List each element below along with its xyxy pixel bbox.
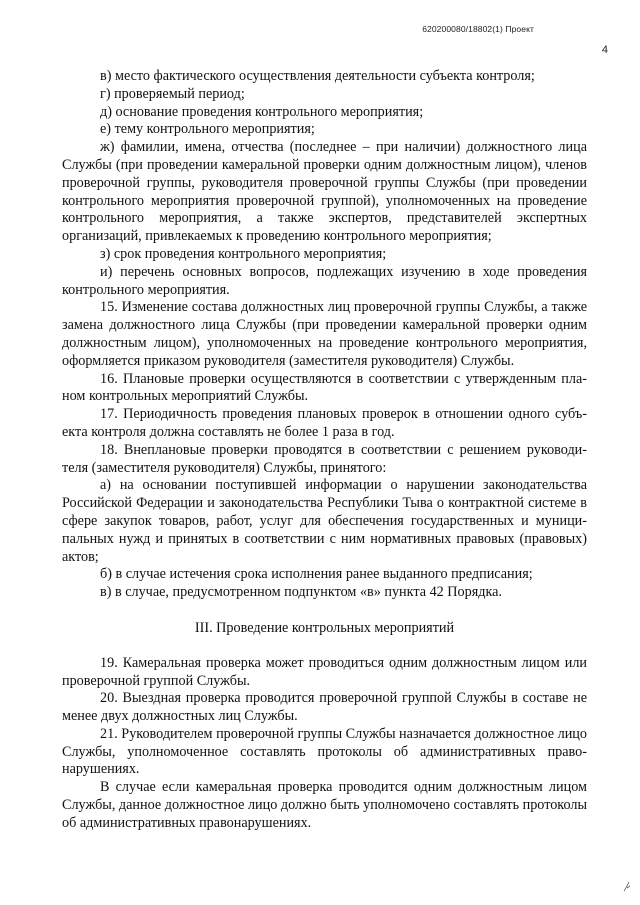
page-number: 4	[601, 44, 608, 56]
paragraph-17: 17. Периодичность проведения плановых проверок в отношении одного субъекта контроля должна составлять не более 1 раза в год.	[62, 406, 587, 440]
paragraph-item-z: з) срок проведения контрольного мероприятия;	[100, 245, 387, 262]
paragraph-20: 20. Выездная проверка проводится проверочной группой Службы в составе не менее двух должностных лиц Службы.	[62, 690, 587, 725]
paragraph-21: 21. Руководителем проверочной группы Службы назначается должностное лицо Службы, уполномоченное составлять протоколы об административных правонарушениях.	[62, 725, 587, 778]
paragraph-18-b: б) в случае истечения срока исполнения ранее выданного предписания;	[100, 566, 533, 583]
document-body	[62, 68, 587, 833]
paragraph-18-a: а) на основании поступившей информации о нарушении законодательства Российской Федерации и законодательства Республики Тыва о контрактной системе в сфере закупок товаров, работ, услуг для обеспечения государственных и муниципальных нужд и принятых в соответствии с ним нормативных правовых (правовых) актов;	[62, 477, 587, 565]
section-heading: III. Проведение контрольных мероприятий	[194, 619, 455, 636]
paragraph-item-e: е) тему контрольного мероприятия;	[100, 121, 315, 138]
paragraph-19: 19. Камеральная проверка может проводиться одним должностным лицом или проверочной группой Службы.	[62, 654, 587, 689]
paragraph-21-note: В случае если камеральная проверка проводится одним должностным лицом Службы, данное должностное лицо должно быть уполномочено составлять протоколы об административных правонарушениях.	[62, 779, 587, 831]
paragraph-15: 15. Изменение состава должностных лиц проверочной группы Службы, а также замена должностного лица Службы (при проведении камеральной проверки одним должностным лицом), уполномоченных на проведение контрольного мероприятия, оформляется приказом руководителя (заместителя руководителя) Службы.	[62, 299, 587, 369]
paragraph-item-zh: ж) фамилии, имена, отчества (последнее – при наличии) должностного лица Службы (при проведении камеральной проверки одним должностным лицом), членов проверочной группы, руководителя проверочной группы Службы (при проведении контрольного мероприятия проверочной группой), уполномоченных на проведение контрольного мероприятия, а также экспертов, представителей экспертных организаций, привлекаемых к проведению контрольного мероприятия;	[62, 139, 587, 245]
paragraph-18-v: в) в случае, предусмотренном подпунктом «в» пункта 42 Порядка.	[100, 584, 503, 601]
paragraph-item-i: и) перечень основных вопросов, подлежащих изучению в ходе проведения контрольного мероприятия.	[62, 263, 587, 298]
signature-mark-icon	[622, 879, 632, 893]
paragraph-item-d: д) основание проведения контрольного мероприятия;	[100, 103, 424, 120]
paragraph-item-v: в) место фактического осуществления деятельности субъекта контроля;	[100, 68, 535, 84]
paragraph-item-g: г) проверяемый период;	[100, 85, 245, 102]
paragraph-18: 18. Внеплановые проверки проводятся в соответствии с решением руководителя (заместителя руководителя) Службы, принятого:	[62, 441, 587, 476]
document-id: 620200080/18802(1) Проект	[422, 24, 534, 34]
paragraph-16: 16. Плановые проверки осуществляются в соответствии с утвержденным планом контрольных мероприятий Службы.	[62, 370, 587, 405]
